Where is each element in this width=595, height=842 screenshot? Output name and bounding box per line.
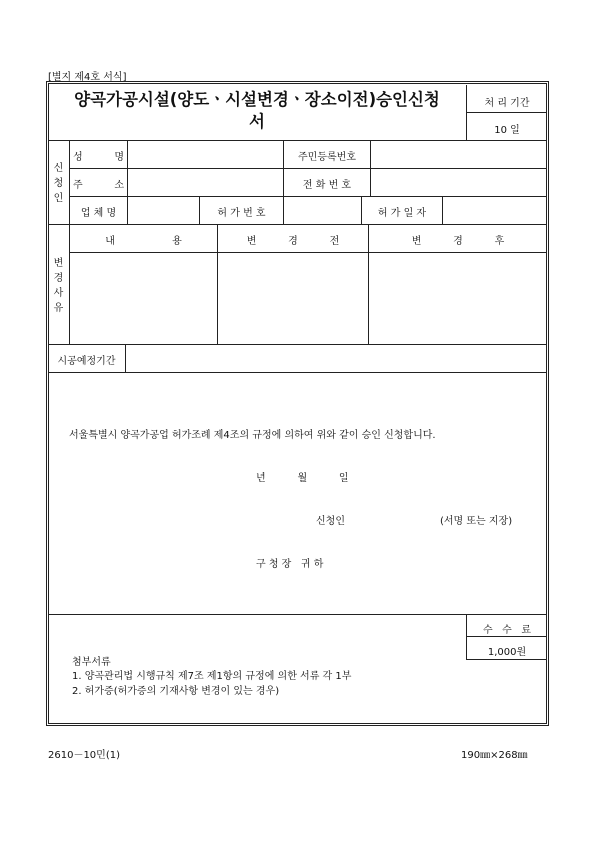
address-field[interactable]: [128, 169, 283, 196]
change-label-char: 경: [53, 273, 64, 284]
footer-paper-size: 190㎜×268㎜: [461, 750, 528, 761]
fee-value: 1,000원: [487, 647, 527, 658]
applicant-signature-label: 신청인: [316, 516, 345, 527]
permit-number-label: 허 가 번 호: [217, 208, 266, 219]
business-name-field[interactable]: [128, 197, 199, 224]
applicant-label-char: 청: [53, 178, 64, 189]
addressee: 구 청 장 귀 하: [256, 559, 324, 570]
attachment-item: 2. 허가증(허가증의 기재사항 변경이 있는 경우): [72, 686, 280, 697]
applicant-section-label: [48, 161, 69, 206]
permit-number-field[interactable]: [284, 197, 361, 224]
name-label: 성 명: [72, 152, 125, 163]
change-before-field[interactable]: [218, 253, 368, 344]
fee-label: 수 수 료: [482, 625, 532, 636]
processing-period-label: 처 리 기간: [484, 98, 530, 109]
change-label-char: 사: [53, 288, 64, 299]
change-content-header: 내 용: [105, 236, 182, 247]
permit-date-label: 허 가 일 자: [377, 208, 427, 219]
permit-date-field[interactable]: [443, 197, 547, 224]
change-after-field[interactable]: [369, 253, 547, 344]
change-label-char: 유: [53, 303, 64, 314]
form-title: [56, 89, 458, 133]
footer-form-code: 2610－10민(1): [48, 750, 120, 761]
change-reason-section-label: [48, 256, 69, 316]
processing-period-value: 10 일: [494, 125, 520, 136]
declaration-statement: 서울특별시 양곡가공업 허가조례 제4조의 규정에 의하여 위와 같이 승인 신청합니다.: [69, 430, 436, 441]
change-label-char: 변: [53, 258, 64, 269]
form-title-line2: 서: [249, 112, 265, 131]
change-after-header: 변 경 후: [411, 236, 505, 247]
business-name-label: 업 체 명: [80, 208, 117, 219]
applicant-label-char: 인: [53, 193, 64, 204]
phone-field[interactable]: [371, 169, 547, 196]
applicant-label-char: 신: [53, 163, 64, 174]
date-line: 년 월 일: [256, 473, 349, 484]
applicant-signature-field[interactable]: [352, 508, 432, 526]
construction-period-label: 시공예정기간: [57, 356, 116, 367]
attachment-item: 1. 양곡관리법 시행규칙 제7조 제1항의 규정에 의한 서류 각 1부: [72, 671, 352, 682]
phone-label: 전 화 번 호: [302, 180, 352, 191]
resident-id-field[interactable]: [371, 141, 547, 168]
signature-note: (서명 또는 지장): [440, 516, 513, 527]
attachments-heading: 첨부서류: [72, 657, 111, 668]
form-title-line1: 양곡가공시설(양도ㆍ시설변경ㆍ장소이전)승인신청: [74, 90, 440, 109]
change-before-header: 변 경 전: [246, 236, 340, 247]
address-label: 주 소: [72, 180, 125, 191]
name-field[interactable]: [128, 141, 283, 168]
change-content-field[interactable]: [70, 253, 217, 344]
resident-id-label: 주민등록번호: [298, 152, 356, 163]
construction-period-field[interactable]: [126, 345, 547, 372]
form-number: [별지 제4호 서식]: [48, 72, 127, 83]
